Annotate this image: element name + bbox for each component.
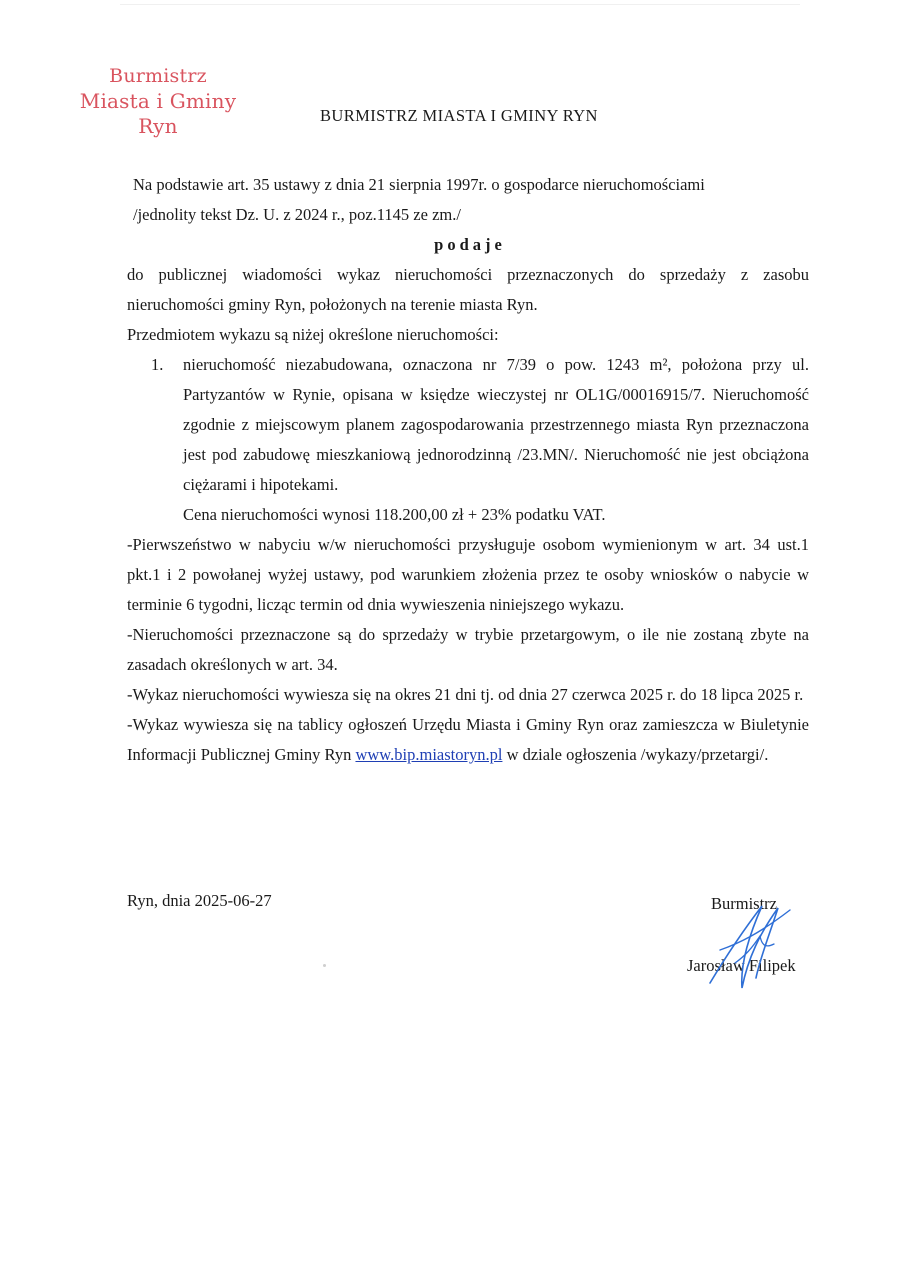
announcement-paragraph: do publicznej wiadomości wykaz nieruchomości przeznaczonych do sprzedaży z zasobu nieruchomości gminy Ryn, położonych na terenie miasta Ryn. (127, 265, 809, 314)
publication-clause (127, 710, 809, 770)
property-description: nieruchomość niezabudowana, oznaczona nr 7/39 o pow. 1243 m², położona przy ul. Partyzantów w Rynie, opisana w księdze wieczystej nr OL1G/00016915/7. Nieruchomość zgodnie z miejscowym planem zagospodarowania przestrzennego miasta Ryn przeznaczona jest pod zabudowę mieszkaniową jednorodzinną /23.MN/. Nieruchomość nie jest obciążona ciężarami i hipotekami. (183, 355, 809, 494)
document-body (127, 170, 809, 770)
publication-text-before: -Wykaz wywiesza się na tablicy ogłoszeń Urzędu Miasta i Gminy Ryn oraz zamieszcza w Biuletynie Informacji Publicznej Gminy Ryn (127, 715, 809, 764)
handwritten-signature (690, 888, 800, 998)
priority-clause: -Pierwszeństwo w nabyciu w/w nieruchomości przysługuje osobom wymienionym w art. 34 ust.1 pkt.1 i 2 powołanej wyżej ustawy, pod warunkiem złożenia przez te osoby wniosków o nabycie w terminie 6 tygodni, licząc termin od dnia wywieszenia niniejszego wykazu. (127, 535, 809, 614)
publication-text-after: w dziale ogłoszenia /wykazy/przetargi/. (502, 745, 769, 764)
official-stamp (58, 64, 258, 139)
list-item (127, 350, 809, 500)
tender-clause: -Nieruchomości przeznaczone są do sprzedaży w trybie przetargowym, o ile nie zostaną zbyte na zasadach określonych w art. 34. (127, 625, 809, 674)
stamp-line-1: Burmistrz (109, 65, 207, 87)
property-price: Cena nieruchomości wynosi 118.200,00 zł + 23% podatku VAT. (183, 505, 606, 524)
legal-basis-line-2: /jednolity tekst Dz. U. z 2024 r., poz.1145 ze zm./ (133, 205, 461, 224)
announces-heading: podaje (434, 235, 506, 254)
period-clause: -Wykaz nieruchomości wywiesza się na okres 21 dni tj. od dnia 27 czerwca 2025 r. do 18 lipca 2025 r. (127, 685, 804, 704)
legal-basis-line-1: Na podstawie art. 35 ustawy z dnia 21 sierpnia 1997r. o gospodarce nieruchomościami (133, 175, 705, 194)
list-item-number: 1. (151, 355, 164, 374)
signatory-title: Burmistrz (711, 894, 777, 913)
subject-intro: Przedmiotem wykazu są niżej określone nieruchomości: (127, 325, 499, 344)
issue-date: Ryn, dnia 2025-06-27 (127, 891, 272, 910)
signatory-name: Jarosław Filipek (687, 956, 796, 975)
bip-link[interactable]: www.bip.miastoryn.pl (355, 745, 503, 764)
stamp-line-2: Miasta i Gminy Ryn (79, 89, 237, 138)
document-title: BURMISTRZ MIASTA I GMINY RYN (320, 106, 598, 125)
property-list (127, 350, 809, 500)
scan-speck (323, 964, 326, 967)
scan-edge-line (120, 4, 800, 5)
